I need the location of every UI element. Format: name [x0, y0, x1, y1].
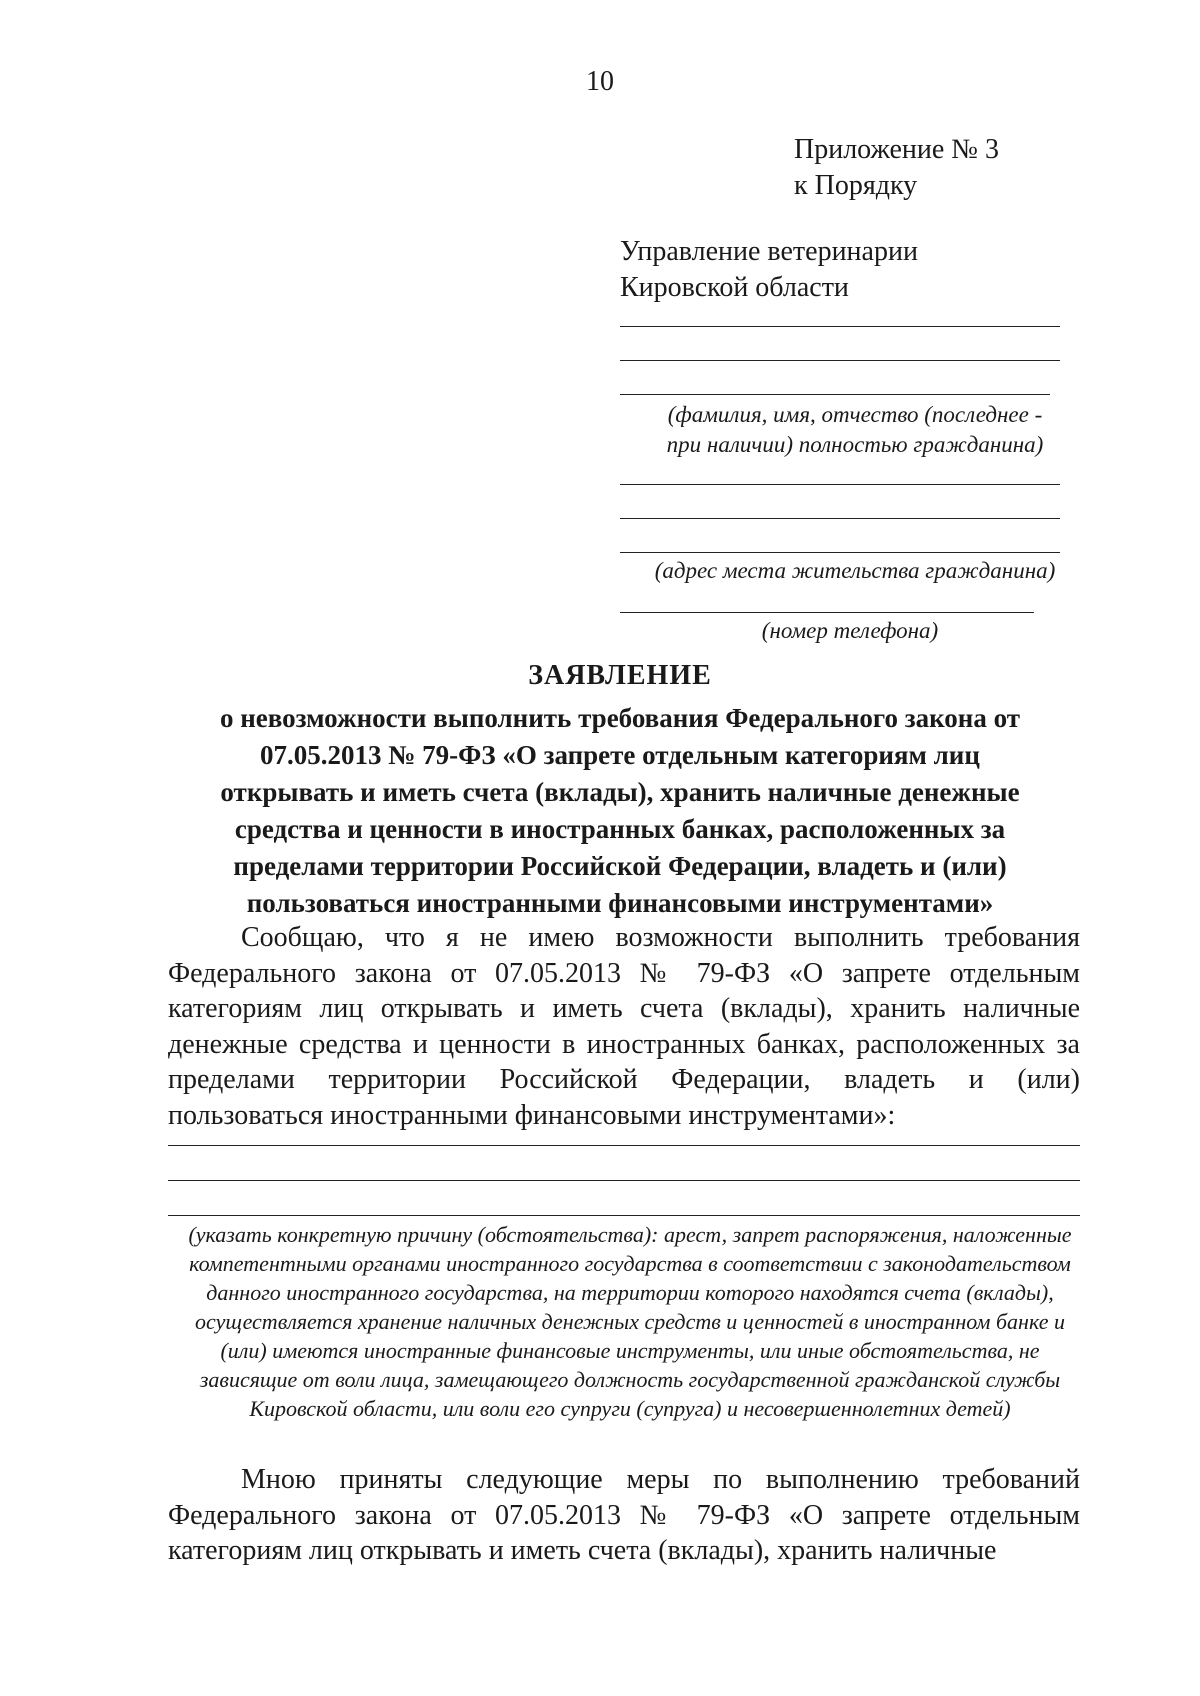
fill-line-address-1 [620, 484, 1060, 485]
hint-phone: (номер телефона) [761, 618, 939, 643]
fill-line-fio-3 [620, 394, 1050, 395]
fill-line-fio-1 [620, 326, 1060, 327]
hint-fio-line-2: при наличии) полностью гражданина) [666, 432, 1044, 457]
fill-line-reason-2 [168, 1180, 1080, 1181]
hint-address: (адрес места жительства гражданина) [654, 558, 1056, 583]
appendix-line-2: к Порядку [794, 170, 918, 201]
fill-line-address-3 [620, 552, 1060, 553]
appendix-reference [794, 132, 999, 204]
addressee-line-2: Кировской области [620, 272, 849, 303]
hint-fio-line-1: (фамилия, имя, отчество (последнее - [667, 402, 1043, 427]
fill-line-address-2 [620, 518, 1060, 519]
addressee-line-1: Управление ветеринарии [620, 236, 918, 267]
document-title: ЗАЯВЛЕНИЕ [528, 660, 712, 691]
hint-fio [620, 400, 1090, 460]
page-number: 10 [586, 66, 614, 97]
addressee [620, 234, 918, 306]
document-subtitle: о невозможности выполнить требования Федерального закона от 07.05.2013 № 79-ФЗ «О запрете отдельным категориям лиц открывать и иметь счета (вклады), хранить наличные денежные средства и ценности в иностранных банках, расположенных за пределами территории Российской Федерации, владеть и (или) пользоваться иностранными финансовыми инструментами» [219, 703, 1021, 918]
paragraph-statement: Сообщаю, что я не имею возможности выполнить требования Федерального закона от 07.05.2013 № 79-ФЗ «О запрете отдельным категориям лиц открывать и иметь счета (вклады), хранить наличные денежные средства и ценности в иностранных банках, расположенных за пределами территории Российской Федерации, владеть и (или) пользоваться иностранными финансовыми инструментами»: [168, 922, 1080, 1131]
appendix-line-1: Приложение № 3 [794, 134, 999, 165]
fill-line-phone [620, 612, 1034, 613]
paragraph-measures: Мною приняты следующие меры по выполнению требований Федерального закона от 07.05.2013 № 79-ФЗ «О запрете отдельным категориям лиц открывать и иметь счета (вклады), хранить наличные [168, 1464, 1080, 1566]
fill-line-fio-2 [620, 360, 1060, 361]
hint-reason: (указать конкретную причину (обстоятельства): арест, запрет распоряжения, наложенные компетентными органами иностранного государства в соответствии с законодательством данного иностранного государства, на территории которого находятся счета (вклады), осуществляется хранение наличных денежных средств и ценностей в иностранном банке и (или) имеются иностранные финансовые инструменты, или иные обстоятельства, не зависящие от воли лица, замещающего должность государственной гражданской службы Кировской области, или воли его супруги (супруга) и несовершеннолетних детей) [188, 1222, 1072, 1421]
fill-line-reason-1 [168, 1145, 1080, 1146]
fill-line-reason-3 [168, 1215, 1080, 1216]
